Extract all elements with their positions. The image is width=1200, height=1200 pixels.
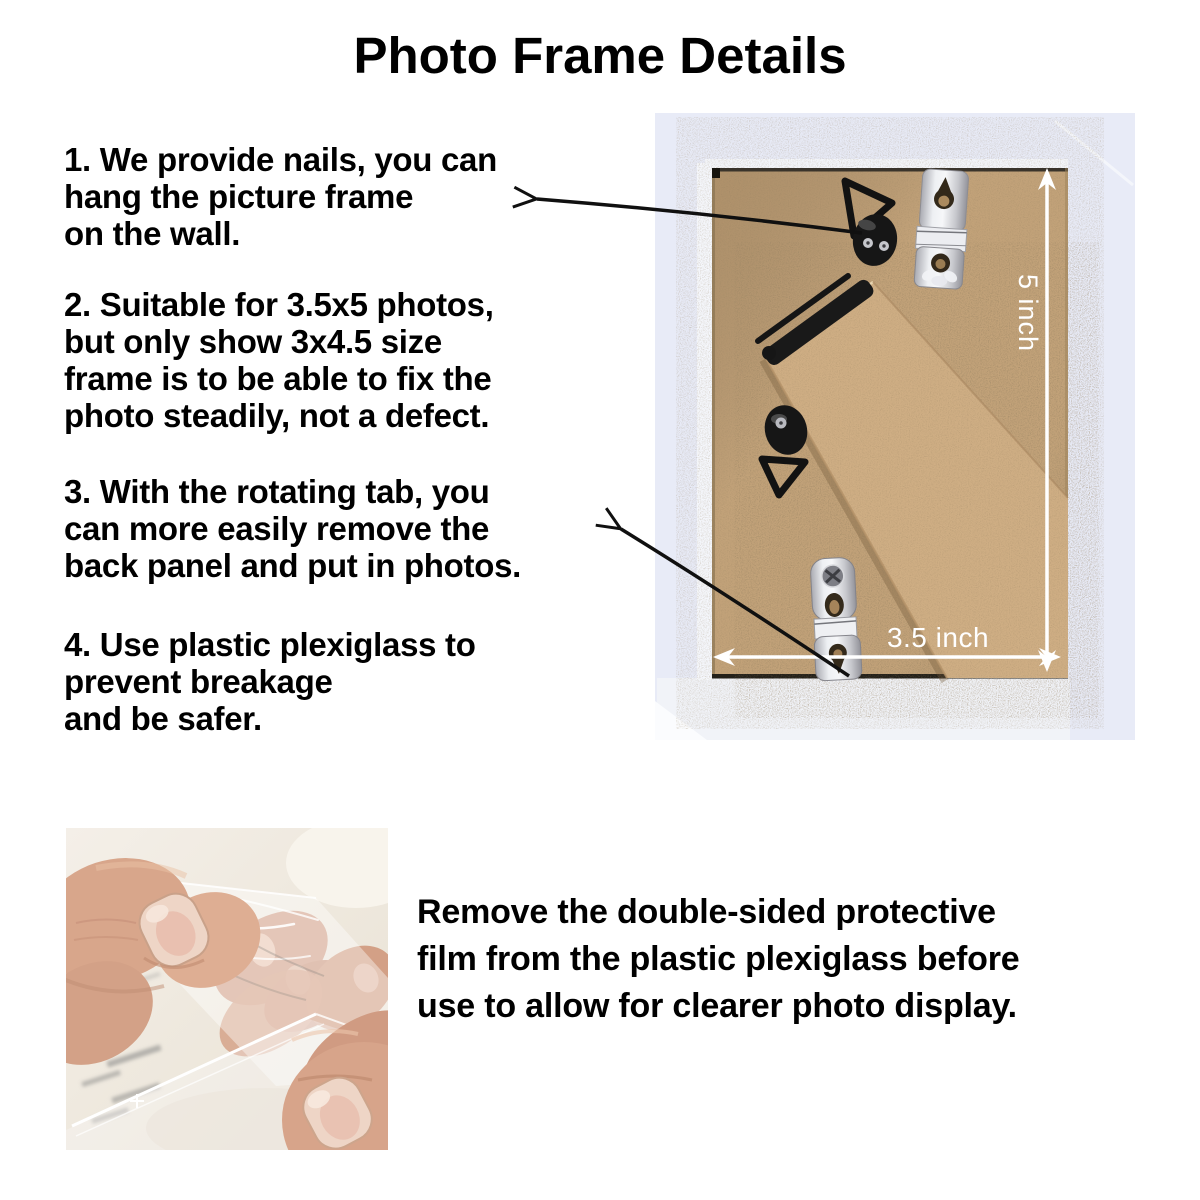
width-dimension-label: 3.5 inch [886,622,990,653]
film-removal-note [417,889,1157,1030]
screw-slot [779,421,783,425]
cardboard-left-shadow [712,168,715,678]
text-line: frame is to be able to fix the [64,360,492,397]
sawtooth-hanger-icon [913,168,971,289]
rotating-tab-nub-icon [762,346,776,360]
text-line: on the wall. [64,215,241,252]
text-line: 2. Suitable for 3.5x5 photos, [64,286,494,323]
instruction-4-plexiglass [64,626,476,737]
text-line: 3. With the rotating tab, you [64,473,490,510]
frame-back-photo [655,113,1135,740]
text-line: use to allow for clearer photo display. [417,987,1017,1025]
page-title: Photo Frame Details [353,27,847,84]
text-line: film from the plastic plexiglass before [417,940,1020,978]
height-dimension-label: 5 inch [1012,273,1043,353]
text-line: prevent breakage [64,663,333,700]
text-line: 4. Use plastic plexiglass to [64,626,476,663]
text-line: hang the picture frame [64,178,414,215]
frame-top-lip [705,159,1068,168]
text-line: and be safer. [64,700,262,737]
keyhole-hanger-bottom-icon [810,557,862,681]
instruction-2-photo-size [64,286,494,434]
text-line: back panel and put in photos. [64,547,521,584]
frame-left-face [697,163,712,680]
text-line: photo steadily, not a defect. [64,397,490,434]
screw-slot [882,244,885,247]
text-line: 1. We provide nails, you can [64,141,497,178]
instruction-3-rotating-tab [64,473,521,584]
cardboard-top-shadow [712,168,1068,172]
instruction-1-hang-on-wall [64,141,497,252]
text-line: can more easily remove the [64,510,490,547]
text-line: Remove the double-sided protective [417,893,996,931]
text-line: but only show 3x4.5 size [64,323,442,360]
film-peeling-photo [66,828,388,1150]
frame-bottom-face [657,678,1070,740]
cardboard-corner-shadow [712,168,720,178]
screw-slot [866,241,869,244]
